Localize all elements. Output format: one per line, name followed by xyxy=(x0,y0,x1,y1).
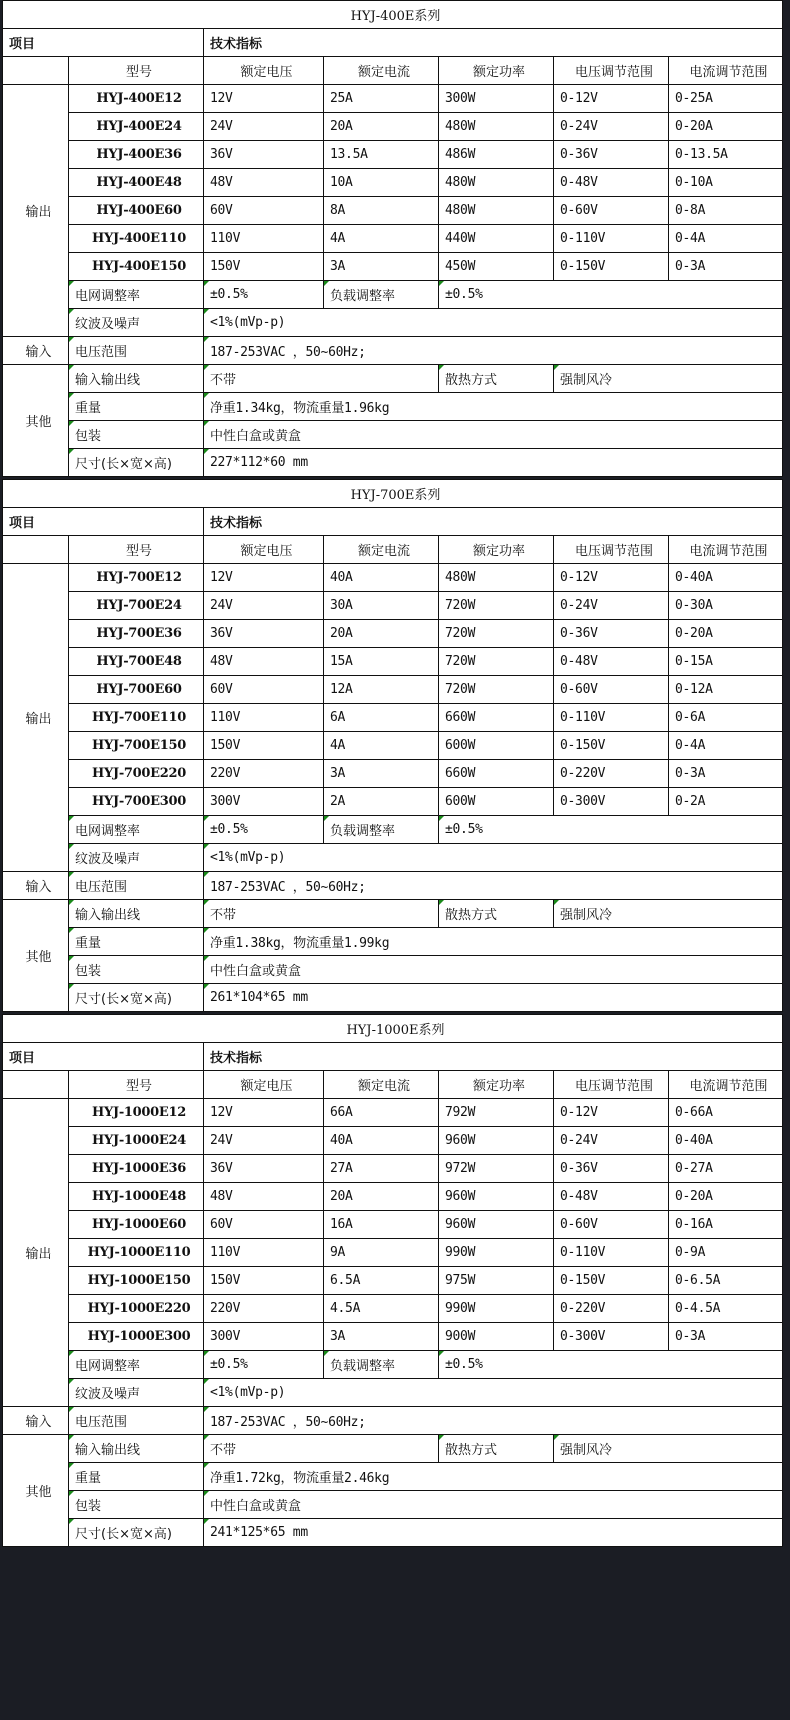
current-range: 0-40A xyxy=(669,1127,783,1155)
current-range: 0-4A xyxy=(669,732,783,760)
voltage-range: 0-220V xyxy=(554,1295,669,1323)
column-header: 电流调节范围 xyxy=(669,1071,783,1099)
load-regulation-label: 负载调整率 xyxy=(324,816,439,844)
ripple-noise-label: 纹波及噪声 xyxy=(69,844,204,872)
current-range: 0-15A xyxy=(669,648,783,676)
column-header-model: 型号 xyxy=(69,1071,204,1099)
current-range: 0-2A xyxy=(669,788,783,816)
current-range: 0-20A xyxy=(669,1183,783,1211)
voltage-range: 0-60V xyxy=(554,676,669,704)
dimensions-value: 227*112*60 mm xyxy=(204,449,783,477)
table-row xyxy=(3,225,783,253)
rated-current: 8A xyxy=(324,197,439,225)
table-row xyxy=(3,197,783,225)
model-name: HYJ-400E60 xyxy=(69,197,204,225)
rated-current: 6A xyxy=(324,704,439,732)
column-header: 额定电流 xyxy=(324,536,439,564)
load-regulation-label: 负载调整率 xyxy=(324,1351,439,1379)
rated-voltage: 12V xyxy=(204,1099,324,1127)
cooling-value: 强制风冷 xyxy=(554,1435,783,1463)
rated-voltage: 300V xyxy=(204,1323,324,1351)
rated-voltage: 48V xyxy=(204,648,324,676)
column-header: 额定功率 xyxy=(439,536,554,564)
voltage-range: 0-48V xyxy=(554,169,669,197)
rated-voltage: 12V xyxy=(204,85,324,113)
weight-value: 净重1.38kg，物流重量1.99kg xyxy=(204,928,783,956)
voltage-range-value: 187-253VAC ，50~60Hz; xyxy=(204,337,783,365)
column-header: 额定电流 xyxy=(324,1071,439,1099)
rated-current: 13.5A xyxy=(324,141,439,169)
table-row xyxy=(3,169,783,197)
rated-voltage: 48V xyxy=(204,169,324,197)
column-header: 额定功率 xyxy=(439,57,554,85)
table-row xyxy=(3,85,783,113)
current-range: 0-20A xyxy=(669,113,783,141)
table-row xyxy=(3,113,783,141)
table-row xyxy=(3,620,783,648)
weight-label: 重量 xyxy=(69,393,204,421)
io-lines-value: 不带 xyxy=(204,365,439,393)
rated-current: 12A xyxy=(324,676,439,704)
rated-voltage: 110V xyxy=(204,704,324,732)
current-range: 0-6.5A xyxy=(669,1267,783,1295)
group-label-input: 输入 xyxy=(3,872,69,900)
blank-cell xyxy=(3,536,69,564)
dimensions-label: 尺寸(长×宽×高) xyxy=(69,1519,204,1547)
load-regulation-value: ±0.5% xyxy=(439,281,783,309)
model-name: HYJ-400E36 xyxy=(69,141,204,169)
voltage-range-label: 电压范围 xyxy=(69,1407,204,1435)
cooling-value: 强制风冷 xyxy=(554,900,783,928)
column-header: 额定电压 xyxy=(204,57,324,85)
voltage-range: 0-12V xyxy=(554,1099,669,1127)
current-range: 0-6A xyxy=(669,704,783,732)
model-name: HYJ-700E220 xyxy=(69,760,204,788)
dimensions-value: 261*104*65 mm xyxy=(204,984,783,1012)
grid-regulation-value: ±0.5% xyxy=(204,1351,324,1379)
rated-power: 900W xyxy=(439,1323,554,1351)
rated-voltage: 24V xyxy=(204,1127,324,1155)
table-row xyxy=(3,704,783,732)
model-name: HYJ-1000E36 xyxy=(69,1155,204,1183)
series-title: HYJ-1000E系列 xyxy=(3,1015,783,1043)
current-range: 0-12A xyxy=(669,676,783,704)
model-name: HYJ-1000E110 xyxy=(69,1239,204,1267)
voltage-range: 0-300V xyxy=(554,788,669,816)
table-row xyxy=(3,1127,783,1155)
rated-power: 600W xyxy=(439,732,554,760)
column-header-model: 型号 xyxy=(69,536,204,564)
voltage-range-value: 187-253VAC ，50~60Hz; xyxy=(204,1407,783,1435)
series-title: HYJ-400E系列 xyxy=(3,1,783,29)
rated-current: 4A xyxy=(324,732,439,760)
rated-power: 990W xyxy=(439,1239,554,1267)
rated-voltage: 220V xyxy=(204,1295,324,1323)
weight-label: 重量 xyxy=(69,1463,204,1491)
voltage-range: 0-60V xyxy=(554,1211,669,1239)
group-label-output: 输出 xyxy=(3,564,69,872)
grid-regulation-label: 电网调整率 xyxy=(69,816,204,844)
rated-power: 960W xyxy=(439,1211,554,1239)
voltage-range: 0-12V xyxy=(554,564,669,592)
dimensions-value: 241*125*65 mm xyxy=(204,1519,783,1547)
current-range: 0-66A xyxy=(669,1099,783,1127)
rated-current: 25A xyxy=(324,85,439,113)
rated-voltage: 150V xyxy=(204,732,324,760)
rated-voltage: 60V xyxy=(204,1211,324,1239)
rated-current: 4A xyxy=(324,225,439,253)
rated-voltage: 110V xyxy=(204,1239,324,1267)
table-row xyxy=(3,1211,783,1239)
voltage-range: 0-150V xyxy=(554,1267,669,1295)
model-name: HYJ-1000E60 xyxy=(69,1211,204,1239)
current-range: 0-10A xyxy=(669,169,783,197)
cooling-value: 强制风冷 xyxy=(554,365,783,393)
voltage-range: 0-48V xyxy=(554,648,669,676)
packaging-label: 包装 xyxy=(69,956,204,984)
rated-current: 20A xyxy=(324,113,439,141)
io-lines-label: 输入输出线 xyxy=(69,365,204,393)
rated-power: 480W xyxy=(439,564,554,592)
voltage-range: 0-24V xyxy=(554,592,669,620)
spec-table-2 xyxy=(2,1014,783,1547)
rated-current: 9A xyxy=(324,1239,439,1267)
model-name: HYJ-1000E48 xyxy=(69,1183,204,1211)
rated-voltage: 24V xyxy=(204,592,324,620)
group-label-other: 其他 xyxy=(3,1435,69,1547)
model-name: HYJ-1000E220 xyxy=(69,1295,204,1323)
voltage-range: 0-150V xyxy=(554,732,669,760)
packaging-value: 中性白盒或黄盒 xyxy=(204,956,783,984)
model-name: HYJ-700E24 xyxy=(69,592,204,620)
spec-table-0 xyxy=(2,0,783,477)
group-label-output: 输出 xyxy=(3,85,69,337)
rated-power: 480W xyxy=(439,197,554,225)
series-title: HYJ-700E系列 xyxy=(3,480,783,508)
grid-regulation-value: ±0.5% xyxy=(204,281,324,309)
voltage-range: 0-36V xyxy=(554,1155,669,1183)
rated-current: 4.5A xyxy=(324,1295,439,1323)
spec-sheet xyxy=(2,0,782,1549)
load-regulation-value: ±0.5% xyxy=(439,1351,783,1379)
table-row xyxy=(3,1323,783,1351)
column-header: 电压调节范围 xyxy=(554,536,669,564)
rated-power: 480W xyxy=(439,169,554,197)
item-header: 项目 xyxy=(3,1043,204,1071)
model-name: HYJ-400E150 xyxy=(69,253,204,281)
current-range: 0-13.5A xyxy=(669,141,783,169)
weight-value: 净重1.34kg，物流重量1.96kg xyxy=(204,393,783,421)
voltage-range: 0-110V xyxy=(554,1239,669,1267)
table-row xyxy=(3,676,783,704)
model-name: HYJ-700E48 xyxy=(69,648,204,676)
column-header: 电流调节范围 xyxy=(669,57,783,85)
rated-power: 960W xyxy=(439,1183,554,1211)
group-label-other: 其他 xyxy=(3,900,69,1012)
rated-current: 3A xyxy=(324,1323,439,1351)
table-row xyxy=(3,788,783,816)
model-name: HYJ-700E300 xyxy=(69,788,204,816)
voltage-range: 0-36V xyxy=(554,620,669,648)
rated-voltage: 220V xyxy=(204,760,324,788)
page-background xyxy=(0,1682,790,1720)
table-row xyxy=(3,1099,783,1127)
model-name: HYJ-400E110 xyxy=(69,225,204,253)
rated-power: 972W xyxy=(439,1155,554,1183)
rated-current: 40A xyxy=(324,1127,439,1155)
rated-power: 792W xyxy=(439,1099,554,1127)
voltage-range: 0-24V xyxy=(554,1127,669,1155)
voltage-range-label: 电压范围 xyxy=(69,337,204,365)
current-range: 0-3A xyxy=(669,253,783,281)
item-header: 项目 xyxy=(3,29,204,57)
current-range: 0-27A xyxy=(669,1155,783,1183)
rated-power: 720W xyxy=(439,592,554,620)
spec-table-1 xyxy=(2,479,783,1012)
rated-voltage: 24V xyxy=(204,113,324,141)
blank-cell xyxy=(3,57,69,85)
voltage-range: 0-12V xyxy=(554,85,669,113)
cooling-label: 散热方式 xyxy=(439,365,554,393)
current-range: 0-20A xyxy=(669,620,783,648)
rated-voltage: 36V xyxy=(204,620,324,648)
blank-cell xyxy=(3,1071,69,1099)
ripple-noise-value: <1%(mVp-p) xyxy=(204,1379,783,1407)
io-lines-label: 输入输出线 xyxy=(69,900,204,928)
rated-current: 30A xyxy=(324,592,439,620)
rated-power: 660W xyxy=(439,760,554,788)
cooling-label: 散热方式 xyxy=(439,900,554,928)
rated-voltage: 300V xyxy=(204,788,324,816)
dimensions-label: 尺寸(长×宽×高) xyxy=(69,984,204,1012)
rated-current: 20A xyxy=(324,1183,439,1211)
rated-current: 20A xyxy=(324,620,439,648)
spec-header: 技术指标 xyxy=(204,29,783,57)
rated-voltage: 12V xyxy=(204,564,324,592)
voltage-range: 0-110V xyxy=(554,704,669,732)
group-label-input: 输入 xyxy=(3,337,69,365)
ripple-noise-label: 纹波及噪声 xyxy=(69,309,204,337)
io-lines-value: 不带 xyxy=(204,900,439,928)
rated-voltage: 48V xyxy=(204,1183,324,1211)
load-regulation-label: 负载调整率 xyxy=(324,281,439,309)
io-lines-label: 输入输出线 xyxy=(69,1435,204,1463)
current-range: 0-3A xyxy=(669,760,783,788)
rated-power: 450W xyxy=(439,253,554,281)
current-range: 0-3A xyxy=(669,1323,783,1351)
column-header-model: 型号 xyxy=(69,57,204,85)
ripple-noise-value: <1%(mVp-p) xyxy=(204,309,783,337)
model-name: HYJ-700E36 xyxy=(69,620,204,648)
current-range: 0-4A xyxy=(669,225,783,253)
current-range: 0-9A xyxy=(669,1239,783,1267)
rated-power: 440W xyxy=(439,225,554,253)
current-range: 0-40A xyxy=(669,564,783,592)
packaging-label: 包装 xyxy=(69,1491,204,1519)
column-header: 额定功率 xyxy=(439,1071,554,1099)
grid-regulation-label: 电网调整率 xyxy=(69,281,204,309)
rated-power: 660W xyxy=(439,704,554,732)
rated-current: 3A xyxy=(324,760,439,788)
voltage-range: 0-24V xyxy=(554,113,669,141)
column-header: 电压调节范围 xyxy=(554,1071,669,1099)
packaging-value: 中性白盒或黄盒 xyxy=(204,1491,783,1519)
rated-current: 15A xyxy=(324,648,439,676)
rated-voltage: 36V xyxy=(204,1155,324,1183)
rated-power: 975W xyxy=(439,1267,554,1295)
ripple-noise-label: 纹波及噪声 xyxy=(69,1379,204,1407)
packaging-value: 中性白盒或黄盒 xyxy=(204,421,783,449)
column-header: 额定电流 xyxy=(324,57,439,85)
weight-label: 重量 xyxy=(69,928,204,956)
voltage-range: 0-150V xyxy=(554,253,669,281)
rated-power: 960W xyxy=(439,1127,554,1155)
model-name: HYJ-1000E12 xyxy=(69,1099,204,1127)
current-range: 0-16A xyxy=(669,1211,783,1239)
ripple-noise-value: <1%(mVp-p) xyxy=(204,844,783,872)
table-row xyxy=(3,648,783,676)
model-name: HYJ-400E12 xyxy=(69,85,204,113)
table-row xyxy=(3,1267,783,1295)
dimensions-label: 尺寸(长×宽×高) xyxy=(69,449,204,477)
table-row xyxy=(3,1295,783,1323)
column-header: 电流调节范围 xyxy=(669,536,783,564)
rated-current: 40A xyxy=(324,564,439,592)
column-header: 电压调节范围 xyxy=(554,57,669,85)
rated-voltage: 150V xyxy=(204,253,324,281)
voltage-range: 0-48V xyxy=(554,1183,669,1211)
rated-current: 27A xyxy=(324,1155,439,1183)
model-name: HYJ-1000E150 xyxy=(69,1267,204,1295)
rated-current: 2A xyxy=(324,788,439,816)
rated-power: 720W xyxy=(439,676,554,704)
voltage-range: 0-60V xyxy=(554,197,669,225)
table-row xyxy=(3,1239,783,1267)
item-header: 项目 xyxy=(3,508,204,536)
model-name: HYJ-1000E300 xyxy=(69,1323,204,1351)
voltage-range: 0-220V xyxy=(554,760,669,788)
current-range: 0-4.5A xyxy=(669,1295,783,1323)
current-range: 0-25A xyxy=(669,85,783,113)
model-name: HYJ-400E48 xyxy=(69,169,204,197)
rated-power: 720W xyxy=(439,648,554,676)
current-range: 0-8A xyxy=(669,197,783,225)
table-row xyxy=(3,592,783,620)
rated-power: 720W xyxy=(439,620,554,648)
table-row xyxy=(3,732,783,760)
weight-value: 净重1.72kg，物流重量2.46kg xyxy=(204,1463,783,1491)
rated-power: 990W xyxy=(439,1295,554,1323)
grid-regulation-value: ±0.5% xyxy=(204,816,324,844)
rated-power: 480W xyxy=(439,113,554,141)
model-name: HYJ-700E110 xyxy=(69,704,204,732)
voltage-range: 0-110V xyxy=(554,225,669,253)
voltage-range-label: 电压范围 xyxy=(69,872,204,900)
grid-regulation-label: 电网调整率 xyxy=(69,1351,204,1379)
column-header: 额定电压 xyxy=(204,1071,324,1099)
spec-header: 技术指标 xyxy=(204,508,783,536)
rated-power: 600W xyxy=(439,788,554,816)
voltage-range-value: 187-253VAC ，50~60Hz; xyxy=(204,872,783,900)
table-row xyxy=(3,1155,783,1183)
rated-voltage: 60V xyxy=(204,676,324,704)
rated-current: 6.5A xyxy=(324,1267,439,1295)
column-header: 额定电压 xyxy=(204,536,324,564)
voltage-range: 0-36V xyxy=(554,141,669,169)
voltage-range: 0-300V xyxy=(554,1323,669,1351)
model-name: HYJ-1000E24 xyxy=(69,1127,204,1155)
cooling-label: 散热方式 xyxy=(439,1435,554,1463)
group-label-input: 输入 xyxy=(3,1407,69,1435)
load-regulation-value: ±0.5% xyxy=(439,816,783,844)
rated-current: 66A xyxy=(324,1099,439,1127)
table-row xyxy=(3,141,783,169)
table-row xyxy=(3,253,783,281)
rated-power: 300W xyxy=(439,85,554,113)
model-name: HYJ-700E60 xyxy=(69,676,204,704)
rated-power: 486W xyxy=(439,141,554,169)
rated-current: 10A xyxy=(324,169,439,197)
model-name: HYJ-400E24 xyxy=(69,113,204,141)
packaging-label: 包装 xyxy=(69,421,204,449)
group-label-other: 其他 xyxy=(3,365,69,477)
table-row xyxy=(3,760,783,788)
model-name: HYJ-700E12 xyxy=(69,564,204,592)
group-label-output: 输出 xyxy=(3,1099,69,1407)
rated-voltage: 60V xyxy=(204,197,324,225)
rated-voltage: 150V xyxy=(204,1267,324,1295)
rated-current: 16A xyxy=(324,1211,439,1239)
rated-voltage: 36V xyxy=(204,141,324,169)
rated-current: 3A xyxy=(324,253,439,281)
table-row xyxy=(3,564,783,592)
table-row xyxy=(3,1183,783,1211)
spec-header: 技术指标 xyxy=(204,1043,783,1071)
rated-voltage: 110V xyxy=(204,225,324,253)
io-lines-value: 不带 xyxy=(204,1435,439,1463)
current-range: 0-30A xyxy=(669,592,783,620)
model-name: HYJ-700E150 xyxy=(69,732,204,760)
